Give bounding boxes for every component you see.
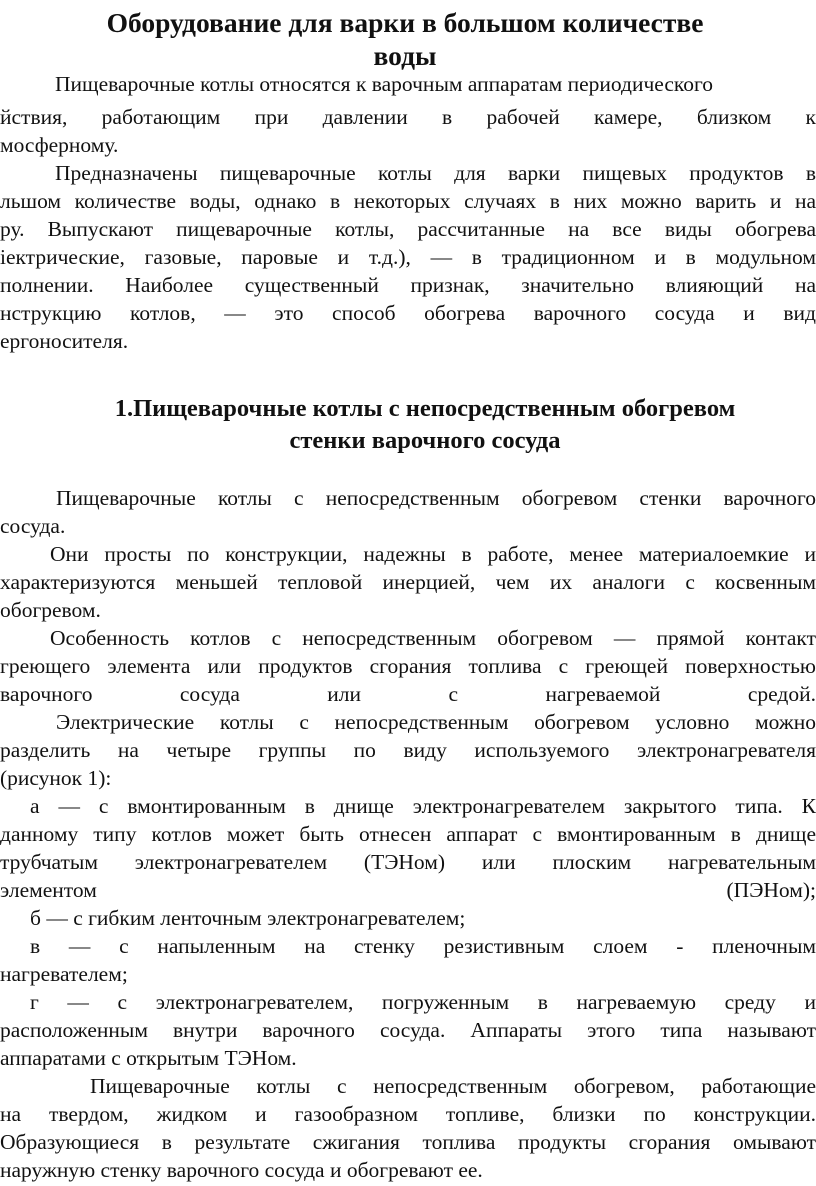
text-line [0, 1100, 816, 1128]
text-span: в — с напыленным на стенку резистивным слоем - пленочным [30, 934, 816, 958]
text-span: іектрические, газовые, паровые и т.д.), — в традиционном и в модульном [0, 245, 816, 269]
text-line [0, 1128, 816, 1156]
text-span: а — с вмонтированным в днище электронагревателем закрытого типа. К [30, 794, 816, 818]
document-title-line2: воды [373, 40, 437, 71]
text-span: полнении. Наиболее существенный признак, значительно влияющий на [0, 273, 816, 297]
text-span: Предназначены пищеварочные котлы для варки пищевых продуктов в [55, 161, 816, 185]
text-line: ергоносителя. [0, 329, 129, 353]
text-span: характеризуются меньшей тепловой инерцией, чем их аналоги с косвенным [0, 570, 816, 594]
text-span: г — с электронагревателем, погруженным в нагреваемую среду и [30, 990, 816, 1014]
text-line [0, 680, 816, 708]
text-span: Образующиеся в результате сжигания топлива продукты сгорания омывают [0, 1130, 816, 1154]
text-span: Электрические котлы с непосредственным обогревом условно можно [56, 710, 816, 734]
list-item-a-line [0, 792, 816, 820]
list-item-g-line [0, 988, 816, 1016]
text-line: наружную стенку варочного сосуда и обогревают ее. [0, 1158, 483, 1182]
text-span: Они просты по конструкции, надежны в работе, менее материалоемкие и [50, 542, 816, 566]
text-span: данному типу котлов может быть отнесен аппарат с вмонтированным в днище [0, 822, 816, 846]
text-line [0, 299, 816, 327]
text-span: элементом (ПЭНом); [0, 878, 816, 902]
document-title-line1: Оборудование для варки в большом количестве [106, 7, 704, 38]
text-span: йствия, работающим при давлении в рабочей камере, близком к [0, 105, 816, 129]
text-span: разделить на четыре группы по виду используемого электронагревателя [0, 738, 816, 762]
text-span: на твердом, жидком и газообразном топливе, близки по конструкции. [0, 1102, 816, 1126]
text-span: расположенным внутри варочного сосуда. Аппараты этого типа называют [0, 1018, 816, 1042]
text-span: льшом количестве воды, однако в некоторых случаях в них можно варить и на [0, 189, 816, 213]
text-span: нструкцию котлов, — это способ обогрева варочного сосуда и вид [0, 301, 816, 325]
list-item-v-line [0, 932, 816, 960]
text-span: Пищеварочные котлы относятся к варочным аппаратам периодического [55, 72, 714, 96]
text-line: сосуда. [0, 514, 66, 538]
text-line [0, 540, 816, 568]
text-line [0, 652, 816, 680]
text-span: ру. Выпускают пищеварочные котлы, рассчитанные на все виды обогрева [0, 217, 816, 241]
text-span: греющего элемента или продуктов сгорания топлива с греющей поверхностью [0, 654, 816, 678]
list-item-b-line: б — с гибким ленточным электронагревателем; [30, 906, 466, 930]
text-span: Пищеварочные котлы с непосредственным обогревом, работающие [90, 1074, 816, 1098]
text-line [0, 484, 816, 512]
text-line [0, 215, 816, 243]
text-line [0, 159, 816, 187]
text-span: трубчатым электронагревателем (ТЭНом) или плоским нагревательным [0, 850, 816, 874]
text-span: Пищеварочные котлы с непосредственным обогревом стенки варочного [56, 486, 816, 510]
text-line [0, 1072, 816, 1100]
text-line [0, 568, 816, 596]
section-heading-line2: стенки варочного сосуда [289, 427, 561, 454]
text-span: варочного сосуда или с нагреваемой средой. [0, 682, 816, 706]
text-line [0, 624, 816, 652]
text-line [0, 187, 816, 215]
text-line [0, 820, 816, 848]
text-line: аппаратами с открытым ТЭНом. [0, 1046, 297, 1070]
text-line [0, 848, 816, 876]
text-line [0, 243, 816, 271]
text-line [0, 1016, 816, 1044]
text-line: (рисунок 1): [0, 766, 112, 790]
text-span: Особенность котлов с непосредственным обогревом — прямой контакт [50, 626, 816, 650]
text-line [0, 708, 816, 736]
text-line [0, 103, 816, 131]
text-line: обогревом. [0, 598, 101, 622]
text-line: нагревателем; [0, 962, 128, 986]
text-line: мосферному. [0, 133, 119, 157]
text-line [0, 70, 816, 98]
text-line [0, 876, 816, 904]
text-line [0, 736, 816, 764]
text-line [0, 271, 816, 299]
section-heading-line1: 1.Пищеварочные котлы с непосредственным обогревом [114, 395, 736, 422]
